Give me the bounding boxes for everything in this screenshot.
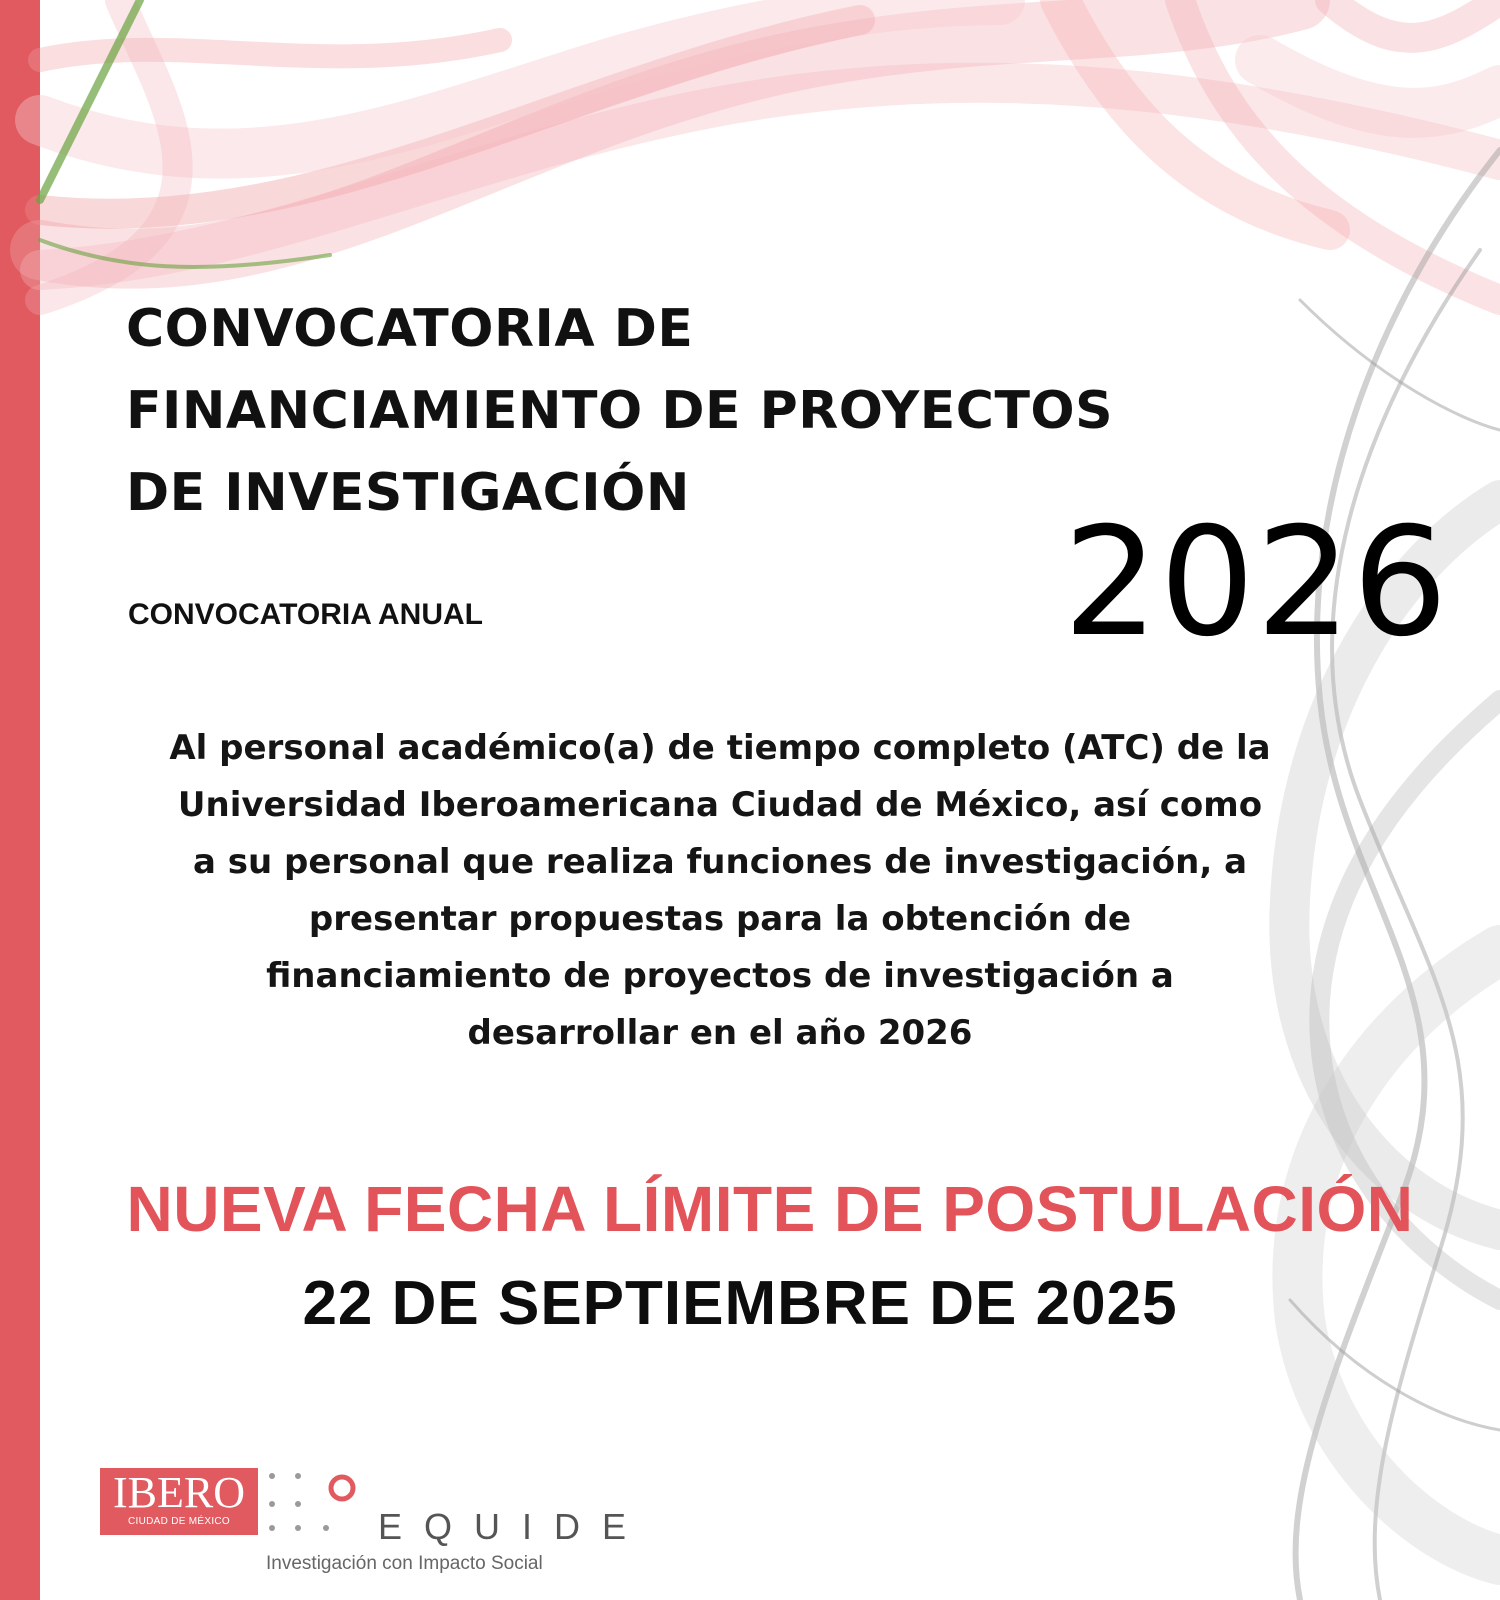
year-label: 2026 [1063,496,1449,670]
ibero-logo [100,1468,258,1535]
equide-dots-icon [268,1466,368,1546]
headline-line: FINANCIAMIENTO DE PROYECTOS [126,381,1114,441]
description-line: a su personal que realiza funciones de investigación, a [192,842,1248,882]
headline-line: DE INVESTIGACIÓN [126,463,690,523]
left-accent-bar [0,0,40,1600]
ibero-logo-sub: CIUDAD DE MÉXICO [127,1516,231,1527]
equide-tagline: Investigación con Impacto Social [266,1553,543,1574]
deadline-label: NUEVA FECHA LÍMITE DE POSTULACIÓN [126,1173,1414,1245]
subtitle: CONVOCATORIA ANUAL [128,598,483,631]
description-line: Universidad Iberoamericana Ciudad de México, así como [177,785,1263,825]
headline-line: CONVOCATORIA DE [126,299,694,359]
description-line: desarrollar en el año 2026 [467,1013,973,1053]
description-line: Al personal académico(a) de tiempo completo (ATC) de la [169,728,1271,768]
headline [126,288,1113,534]
deadline-date: 22 DE SEPTIEMBRE DE 2025 [302,1269,1178,1338]
description-line: presentar propuestas para la obtención de [308,899,1132,939]
call-description [60,720,1380,1062]
equide-logo-name: EQUIDE [378,1506,649,1547]
ibero-logo-name: IBERO [113,1468,245,1517]
description-line: financiamiento de proyectos de investigación a [266,956,1174,996]
